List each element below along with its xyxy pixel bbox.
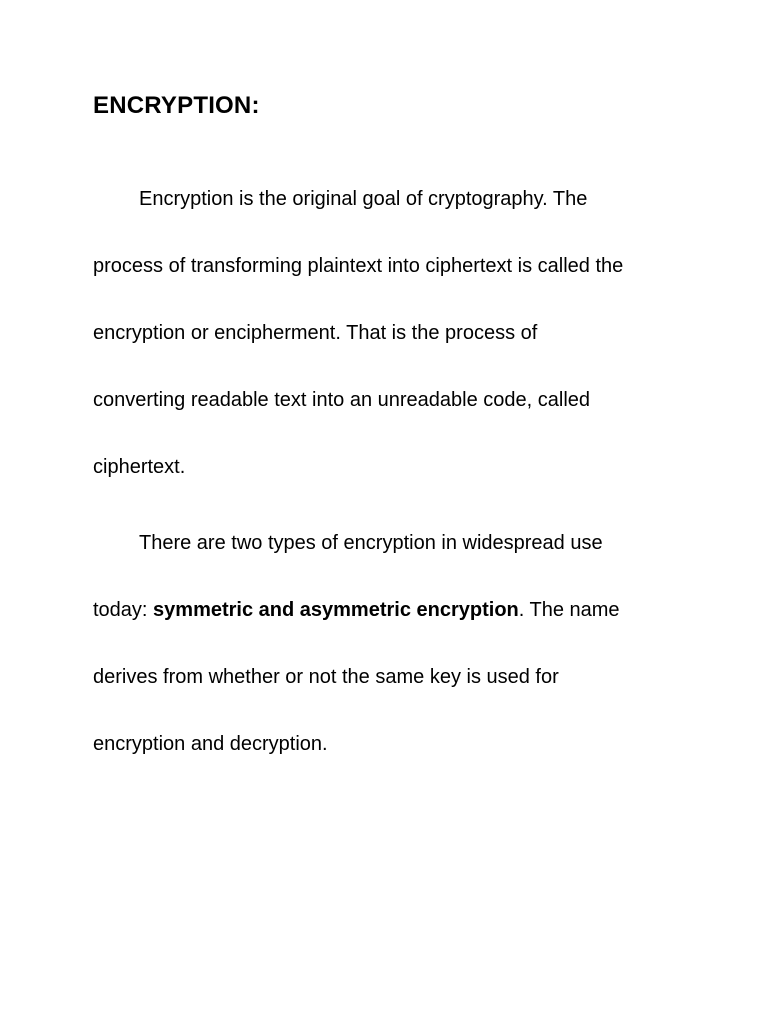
paragraph-line: encryption and decryption.	[93, 733, 328, 755]
paragraph-line: ciphertext.	[93, 456, 186, 478]
paragraph-encryption-types	[93, 510, 703, 778]
inline-text: today:	[93, 599, 154, 621]
paragraph-encryption-definition	[93, 166, 703, 501]
paragraph-line: converting readable text into an unreadable code, called	[93, 389, 591, 411]
paragraph-line: process of transforming plaintext into ciphertext is called the	[93, 255, 624, 277]
paragraph-line: There are two types of encryption in widespread use	[139, 532, 603, 554]
page-title: ENCRYPTION:	[93, 92, 260, 119]
paragraph-line: Encryption is the original goal of cryptography. The	[139, 188, 588, 210]
paragraph-line: encryption or encipherment. That is the process of	[93, 322, 538, 344]
bold-term: symmetric and asymmetric encryption	[153, 599, 519, 621]
inline-text: . The name	[518, 599, 620, 621]
paragraph-line: derives from whether or not the same key is used for	[93, 666, 559, 688]
paragraph-line	[93, 577, 703, 644]
